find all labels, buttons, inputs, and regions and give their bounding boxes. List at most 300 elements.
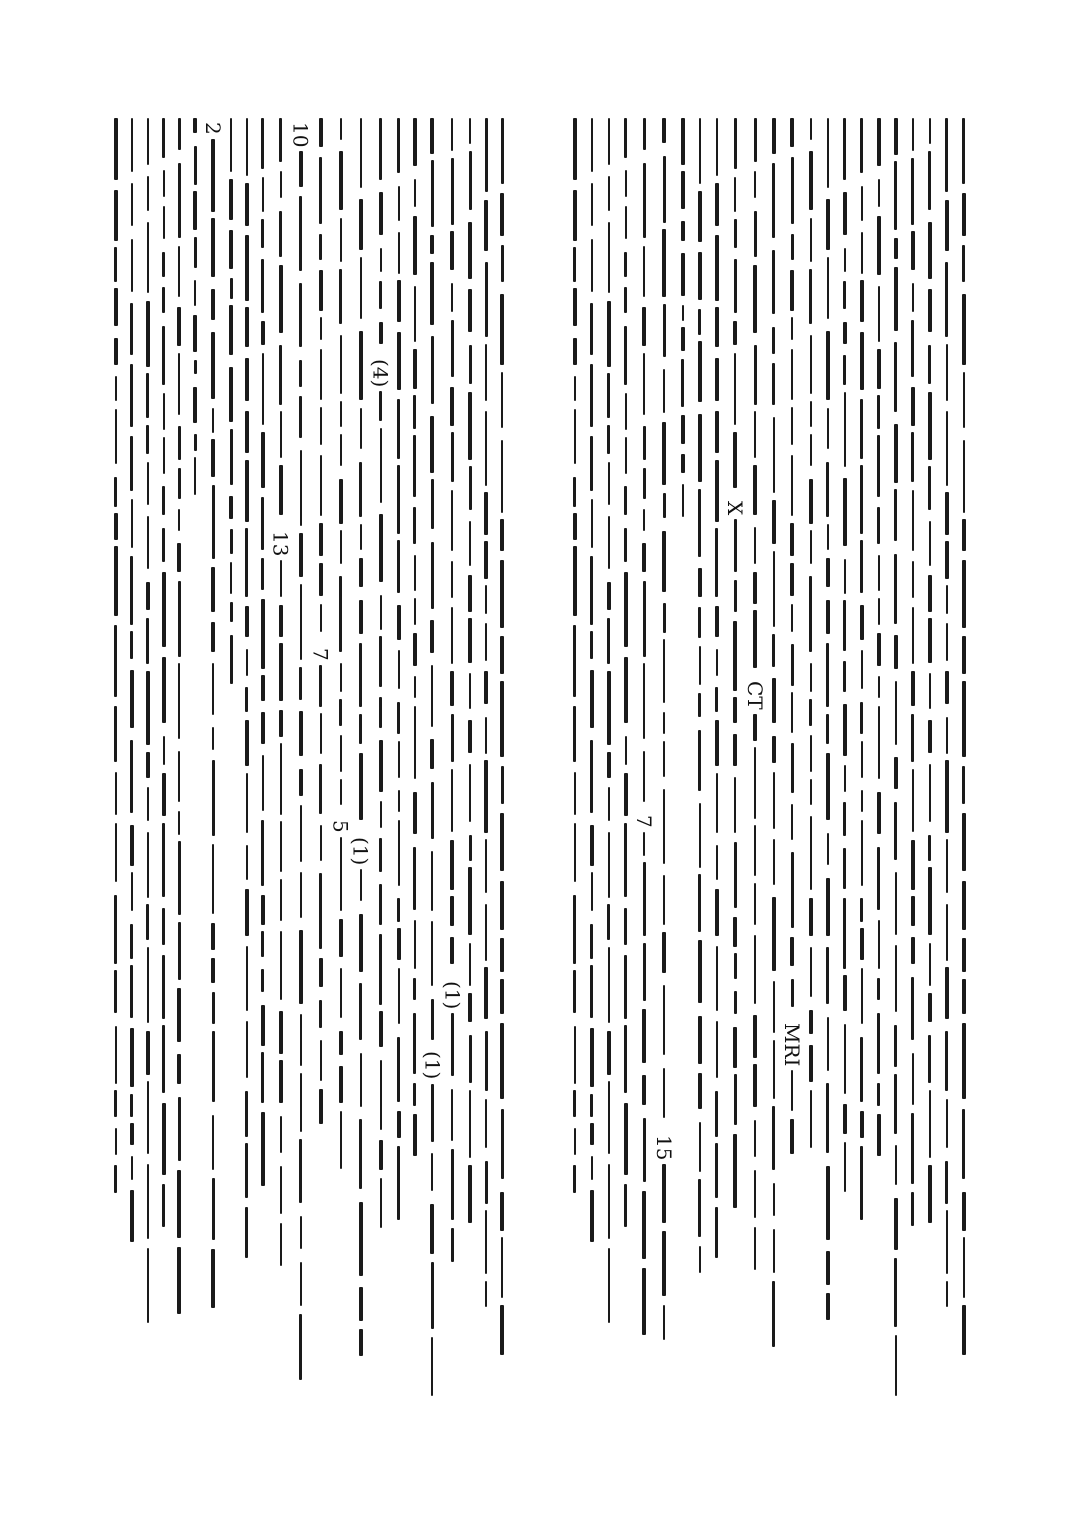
mongolian-word <box>451 490 453 551</box>
mongolian-word <box>826 1251 830 1285</box>
mongolian-word <box>928 289 932 332</box>
mongolian-word <box>946 1281 948 1307</box>
mongolian-word <box>300 805 302 862</box>
text-line <box>600 118 617 1403</box>
mongolian-word <box>319 118 323 147</box>
mongolian-word <box>625 393 627 430</box>
mongolian-word <box>754 935 756 1004</box>
mongolian-word <box>877 216 881 275</box>
mongolian-word <box>280 743 282 815</box>
mongolian-word <box>414 920 416 969</box>
mongolian-word <box>451 561 453 598</box>
mongolian-word <box>414 555 416 591</box>
mongolian-word <box>861 968 863 1024</box>
mongolian-word <box>431 851 433 912</box>
mongolian-word <box>791 804 793 840</box>
mongolian-word <box>698 568 702 597</box>
mongolian-word <box>810 947 812 997</box>
mongolian-word <box>698 1073 702 1109</box>
text-line <box>725 118 745 1403</box>
mongolian-word <box>715 889 719 936</box>
mongolian-word <box>211 218 215 277</box>
mongolian-word <box>945 1161 948 1204</box>
mongolian-word <box>162 287 165 313</box>
mongolian-word <box>790 1119 794 1154</box>
mongolian-word <box>681 454 685 473</box>
mongolian-word <box>843 478 847 546</box>
mongolian-word <box>734 259 737 313</box>
mongolian-word <box>962 938 966 972</box>
mongolian-word <box>698 940 702 1003</box>
mongolian-word <box>339 699 342 726</box>
mongolian-word <box>662 932 666 973</box>
mongolian-word <box>340 837 342 911</box>
mongolian-word <box>162 1103 166 1175</box>
mongolian-word <box>573 895 576 964</box>
mongolian-word <box>194 457 196 494</box>
mongolian-word <box>663 741 665 777</box>
mongolian-word <box>642 543 646 572</box>
mongolian-word <box>662 422 666 485</box>
mongolian-word <box>146 904 149 940</box>
mongolian-word <box>469 673 471 709</box>
mongolian-word <box>484 967 488 1019</box>
mongolian-word <box>178 426 181 460</box>
mongolian-word <box>380 1060 382 1130</box>
mongolian-word <box>359 600 363 634</box>
mongolian-word <box>663 985 665 1055</box>
latin-fragment: 13 <box>268 531 293 557</box>
mongolian-word <box>340 530 342 564</box>
mongolian-word <box>663 1068 665 1118</box>
mongolian-word <box>608 1164 610 1239</box>
mongolian-word <box>929 673 931 709</box>
mongolian-word <box>716 118 718 176</box>
mongolian-word <box>162 486 165 515</box>
mongolian-word <box>945 200 949 251</box>
mongolian-word <box>468 392 472 460</box>
mongolian-word <box>698 693 701 717</box>
mongolian-word <box>501 1237 503 1298</box>
mongolian-word <box>860 1111 864 1138</box>
mongolian-word <box>962 681 966 757</box>
mongolian-word <box>681 359 684 407</box>
mongolian-word <box>861 186 863 221</box>
mongolian-word <box>114 706 117 762</box>
mongolian-word <box>212 1031 215 1102</box>
mongolian-word <box>485 717 487 754</box>
mongolian-word <box>339 576 342 652</box>
text-line <box>938 118 955 1403</box>
mongolian-word <box>229 230 233 269</box>
mongolian-word <box>340 663 342 692</box>
mongolian-word <box>500 881 504 930</box>
text-line <box>462 118 478 1403</box>
mongolian-word <box>928 466 931 510</box>
mongolian-word <box>500 294 504 365</box>
mongolian-word <box>261 1005 265 1046</box>
mongolian-word <box>162 823 165 897</box>
mongolian-word <box>485 262 488 337</box>
latin-fragment: MRI <box>780 1023 804 1067</box>
mongolian-word <box>451 714 454 762</box>
mongolian-word <box>608 176 610 211</box>
mongolian-word <box>340 1111 342 1169</box>
mongolian-word <box>131 118 133 172</box>
mongolian-word <box>733 621 737 691</box>
mongolian-word <box>413 633 417 666</box>
mongolian-word <box>280 821 282 872</box>
mongolian-word <box>178 663 180 739</box>
mongolian-word <box>114 970 117 1013</box>
mongolian-word <box>715 1143 718 1198</box>
mongolian-word <box>827 524 829 550</box>
mongolian-word <box>279 345 282 405</box>
mongolian-word <box>147 1081 149 1154</box>
mongolian-word <box>319 157 322 224</box>
mongolian-word <box>734 519 737 572</box>
latin-fragment: (4) <box>368 359 393 388</box>
mongolian-word <box>963 372 965 428</box>
mongolian-word <box>698 309 701 335</box>
mongolian-word <box>319 523 323 556</box>
mongolian-word <box>791 743 794 793</box>
mongolian-word <box>279 1011 283 1054</box>
mongolian-word <box>754 345 757 405</box>
text-line <box>904 118 921 1403</box>
mongolian-word <box>754 825 756 876</box>
mongolian-word <box>469 466 472 510</box>
mongolian-word <box>451 320 454 377</box>
mongolian-word <box>682 305 684 321</box>
mongolian-word <box>894 118 898 155</box>
mongolian-word <box>299 196 302 271</box>
mongolian-word <box>114 247 117 282</box>
text-line <box>124 118 140 1403</box>
mongolian-word <box>962 193 966 236</box>
latin-fragment: (1) <box>440 981 465 1010</box>
mongolian-word <box>715 687 718 712</box>
mongolian-word <box>501 118 504 184</box>
mongolian-word <box>810 1090 812 1148</box>
mongolian-word <box>279 710 283 737</box>
mongolian-word <box>894 161 897 230</box>
mongolian-word <box>469 118 471 144</box>
mongolian-word <box>431 336 434 404</box>
mongolian-word <box>860 1037 863 1102</box>
mongolian-word <box>573 513 577 540</box>
mongolian-word <box>379 1140 383 1170</box>
mongolian-word <box>380 1178 382 1228</box>
mongolian-word <box>962 636 966 674</box>
mongolian-word <box>754 1227 756 1270</box>
mongolian-word <box>894 635 898 668</box>
mongolian-word <box>573 970 576 1013</box>
mongolian-word <box>877 1013 880 1074</box>
mongolian-word <box>484 200 488 251</box>
mongolian-word <box>772 327 775 354</box>
mongolian-word <box>772 1281 775 1347</box>
mongolian-word <box>246 845 248 880</box>
mongolian-word <box>663 875 665 925</box>
mongolian-word <box>468 222 472 279</box>
mongolian-word <box>261 599 265 669</box>
mongolian-word <box>398 968 400 1024</box>
mongolian-word <box>130 825 134 866</box>
mongolian-word <box>753 610 757 668</box>
mongolian-word <box>131 499 133 548</box>
mongolian-word <box>162 773 166 816</box>
mongolian-word <box>607 752 611 778</box>
mongolian-word <box>843 1104 847 1134</box>
mongolian-word <box>212 1115 214 1170</box>
mongolian-word <box>826 947 829 1004</box>
mongolian-word <box>733 734 737 766</box>
mongolian-word <box>716 773 718 833</box>
mongolian-word <box>843 848 846 889</box>
mongolian-word <box>430 235 434 255</box>
mongolian-word <box>663 1305 665 1340</box>
mongolian-word <box>698 607 701 638</box>
mongolian-word <box>573 706 576 762</box>
mongolian-word <box>662 1231 666 1296</box>
mongolian-word <box>791 234 794 260</box>
mongolian-word <box>359 714 362 744</box>
mongolian-word <box>826 714 829 744</box>
mongolian-word <box>279 211 282 257</box>
mongolian-word <box>485 585 487 614</box>
mongolian-word <box>212 485 215 559</box>
mongolian-word <box>790 270 794 311</box>
mongolian-word <box>590 965 593 1018</box>
mongolian-word <box>625 206 627 239</box>
mongolian-word <box>229 496 233 520</box>
mongolian-word <box>624 1184 627 1227</box>
mongolian-word <box>245 307 249 347</box>
mongolian-word <box>608 462 610 505</box>
mongolian-word <box>607 904 610 940</box>
mongolian-word <box>211 332 215 399</box>
mongolian-word <box>451 1089 453 1141</box>
text-line <box>765 118 782 1403</box>
mongolian-word <box>397 1111 401 1138</box>
mongolian-word <box>928 392 932 460</box>
mongolian-word <box>319 873 322 949</box>
mongolian-word <box>591 872 593 911</box>
text-line <box>420 118 445 1403</box>
mongolian-word <box>734 777 736 833</box>
mongolian-word <box>607 671 611 745</box>
mongolian-word <box>413 792 417 834</box>
mongolian-word <box>895 872 897 935</box>
mongolian-word <box>178 353 180 415</box>
mongolian-word <box>754 118 757 162</box>
mongolian-word <box>398 232 400 274</box>
mongolian-word <box>261 931 264 957</box>
mongolian-word <box>451 283 453 312</box>
mongolian-word <box>430 1204 434 1254</box>
mongolian-word <box>360 1053 362 1107</box>
mongolian-word <box>379 391 382 421</box>
mongolian-word <box>733 917 737 947</box>
mongolian-word <box>114 288 118 326</box>
mongolian-word <box>608 1248 610 1323</box>
mongolian-word <box>450 840 454 890</box>
mongolian-word <box>299 769 303 796</box>
mongolian-word <box>300 872 302 918</box>
mongolian-word <box>246 946 248 1011</box>
mongolian-word <box>591 118 593 172</box>
mongolian-word <box>130 965 133 1018</box>
mongolian-word <box>300 450 302 526</box>
mongolian-word <box>826 558 830 587</box>
mongolian-word <box>162 908 165 945</box>
mongolian-word <box>962 245 965 282</box>
text-line <box>239 118 255 1403</box>
mongolian-word <box>414 706 416 779</box>
mongolian-word <box>245 235 249 301</box>
mongolian-word <box>211 923 215 950</box>
mongolian-word <box>843 802 846 836</box>
mongolian-word <box>379 838 382 872</box>
mongolian-word <box>194 360 197 375</box>
mongolian-word <box>211 567 215 612</box>
mongolian-word <box>590 631 593 659</box>
text-line <box>140 118 156 1403</box>
mongolian-word <box>715 606 719 637</box>
mongolian-word <box>450 671 454 706</box>
mongolian-word <box>877 633 881 666</box>
mongolian-word <box>193 118 197 133</box>
mongolian-word <box>573 1165 576 1193</box>
mongolian-word <box>484 541 488 579</box>
mongolian-word <box>878 179 880 207</box>
mongolian-word <box>339 151 343 210</box>
mongolian-word <box>663 712 665 734</box>
mongolian-word <box>790 563 794 596</box>
mongolian-word <box>485 1210 487 1274</box>
mongolian-word <box>177 1170 181 1238</box>
mongolian-word <box>753 572 757 604</box>
mongolian-word <box>431 1262 434 1329</box>
text-line <box>887 118 904 1403</box>
mongolian-word <box>114 477 117 507</box>
mongolian-word <box>791 604 793 632</box>
mongolian-word <box>193 315 197 352</box>
mongolian-word <box>397 332 401 390</box>
mongolian-word <box>827 833 829 865</box>
mongolian-word <box>624 252 627 277</box>
mongolian-word <box>877 507 880 544</box>
mongolian-word <box>413 1083 416 1106</box>
mongolian-word <box>380 428 382 503</box>
mongolian-word <box>177 307 181 346</box>
mongolian-word <box>642 1268 646 1335</box>
mongolian-word <box>229 367 233 422</box>
mongolian-word <box>810 816 812 890</box>
mongolian-word <box>163 206 165 239</box>
mongolian-word <box>468 575 472 612</box>
mongolian-word <box>754 1170 756 1218</box>
mongolian-word <box>754 883 756 925</box>
mongolian-word <box>360 869 362 901</box>
mongolian-word <box>230 602 233 622</box>
mongolian-word <box>574 1128 576 1155</box>
mongolian-word <box>844 1024 846 1094</box>
mongolian-word <box>663 369 665 413</box>
mongolian-word <box>485 623 487 661</box>
mongolian-word <box>398 820 400 886</box>
text-line <box>782 118 802 1403</box>
mongolian-word <box>642 1009 646 1063</box>
mongolian-word <box>827 257 829 319</box>
mongolian-word <box>860 605 864 640</box>
mongolian-word <box>643 509 645 531</box>
mongolian-word <box>359 331 363 400</box>
mongolian-word <box>500 938 504 972</box>
mongolian-word <box>451 607 453 664</box>
mongolian-word <box>642 1191 646 1259</box>
mongolian-word <box>573 288 577 326</box>
mongolian-word <box>843 661 846 692</box>
mongolian-word <box>262 353 264 425</box>
mongolian-word <box>261 1052 264 1103</box>
mongolian-word <box>772 250 775 314</box>
mongolian-word <box>178 1097 181 1161</box>
mongolian-word <box>608 947 610 1023</box>
mongolian-word <box>928 1165 932 1223</box>
latin-fragment: X <box>723 501 747 516</box>
mongolian-word <box>130 436 133 491</box>
mongolian-word <box>130 1094 133 1117</box>
mongolian-word <box>810 663 812 692</box>
mongolian-word <box>699 803 701 868</box>
mongolian-word <box>791 692 793 733</box>
mongolian-word <box>946 904 948 961</box>
mongolian-word <box>485 344 487 401</box>
mongolian-word <box>590 825 594 866</box>
mongolian-word <box>359 1329 363 1356</box>
mongolian-word <box>245 528 248 597</box>
mongolian-word <box>431 1337 433 1396</box>
mongolian-word <box>114 1090 117 1117</box>
mongolian-word <box>962 560 966 628</box>
mongolian-word <box>147 516 149 569</box>
mongolian-word <box>115 409 117 464</box>
text-line <box>478 118 494 1403</box>
mongolian-word <box>500 560 504 628</box>
mongolian-word <box>211 1249 215 1308</box>
mongolian-word <box>451 1228 454 1262</box>
mongolian-word <box>573 1090 576 1117</box>
mongolian-word <box>574 376 576 401</box>
mongolian-word <box>911 387 915 426</box>
mongolian-word <box>431 1153 433 1191</box>
mongolian-word <box>945 492 949 535</box>
mongolian-word <box>894 489 897 541</box>
mongolian-word <box>663 603 666 633</box>
mongolian-word <box>212 727 214 750</box>
mongolian-word <box>715 307 719 347</box>
mongolian-word <box>826 1083 829 1153</box>
mongolian-word <box>698 252 702 300</box>
mongolian-word <box>928 835 931 861</box>
mongolian-word <box>469 151 472 210</box>
mongolian-word <box>962 1192 966 1231</box>
text-line <box>255 118 271 1403</box>
mongolian-word <box>131 183 133 226</box>
mongolian-word <box>715 720 719 766</box>
